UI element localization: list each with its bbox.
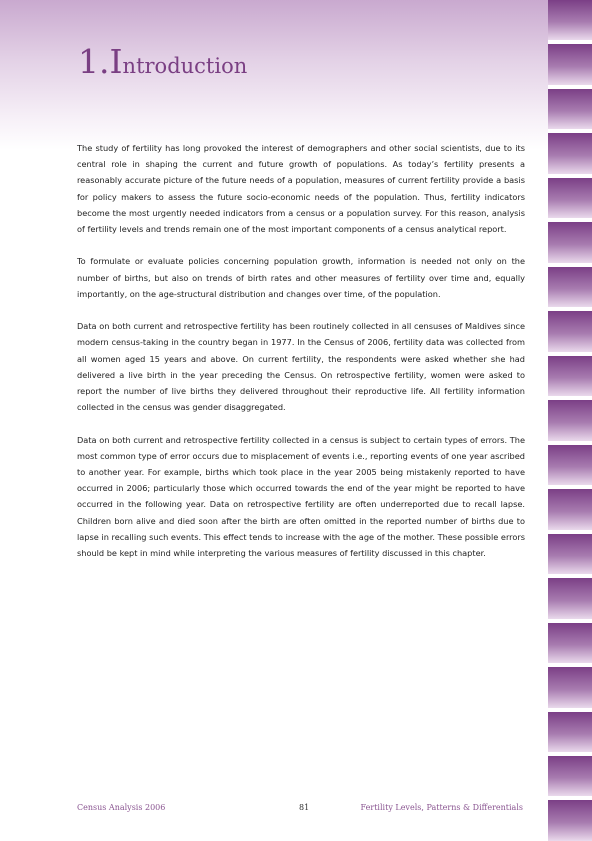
side-tab [548, 311, 592, 351]
side-tab [548, 578, 592, 618]
side-tab [548, 623, 592, 663]
side-tab [548, 667, 592, 707]
side-tab [548, 133, 592, 173]
side-tab [548, 489, 592, 529]
side-tab [548, 267, 592, 307]
side-tab [548, 445, 592, 485]
footer-chapter: Fertility Levels, Patterns & Differentials [360, 803, 523, 812]
side-tab [548, 400, 592, 440]
chapter-title-initial: I [109, 42, 123, 81]
side-tab [548, 712, 592, 752]
side-tab [548, 800, 592, 840]
footer-publication: Census Analysis 2006 [77, 803, 166, 812]
page-number: 81 [299, 803, 310, 812]
decorative-side-tabs [548, 0, 592, 841]
side-tab [548, 178, 592, 218]
chapter-title [78, 42, 247, 81]
paragraph: Data on both current and retrospective fertility has been routinely collected in all censuses of Maldives since modern census-taking in the country began in 1977. In the Census of 2006, fertility data was collected from all women aged 15 years and above. On current fertility, the respondents were asked whether she had delivered a live birth in the year preceding the Census. On retrospective fertility, women were asked to report the number of live births they delivered throughout their reproductive life. All fertility information collected in the census was gender disaggregated. [77, 321, 525, 413]
body-text [77, 140, 525, 577]
paragraph: The study of fertility has long provoked the interest of demographers and other social scientists, due to its central role in shaping the current and future growth of populations. As today’s fertility presents a reasonably accurate picture of the future needs of a population, measures of current fertility provide a basis for policy makers to assess the future socio-economic needs of the population. Thus, fertility indicators become the most urgently needed indicators from a census or a population survey. For this reason, analysis of fertility levels and trends remain one of the most important components of a census analytical report. [77, 143, 525, 235]
side-tab [548, 44, 592, 84]
chapter-title-rest: ntroduction [122, 54, 248, 78]
paragraph: To formulate or evaluate policies concerning population growth, information is needed not only on the number of births, but also on trends of birth rates and other measures of fertility over time and, equally importantly, on the age-structural distribution and changes over time, of the population. [77, 256, 525, 299]
paragraph: Data on both current and retrospective fertility collected in a census is subject to certain types of errors. The most common type of error occurs due to misplacement of events i.e., reporting events of one year ascribed to another year. For example, births which took place in the year 2005 being mistakenly reported to have occurred in 2006; particularly those which occurred towards the end of the year might be reported to have occurred in the following year. Data on retrospective fertility are often underreported due to recall lapse. Children born alive and died soon after the birth are often omitted in the reported number of births due to lapse in recalling such events. This effect tends to increase with the age of the mother. These possible errors should be kept in mind while interpreting the various measures of fertility discussed in this chapter. [77, 434, 525, 559]
side-tab [548, 356, 592, 396]
side-tab [548, 222, 592, 262]
side-tab [548, 534, 592, 574]
page-footer [77, 803, 523, 815]
side-tab [548, 89, 592, 129]
chapter-number: 1. [78, 42, 110, 81]
side-tab [548, 0, 592, 40]
side-tab [548, 756, 592, 796]
